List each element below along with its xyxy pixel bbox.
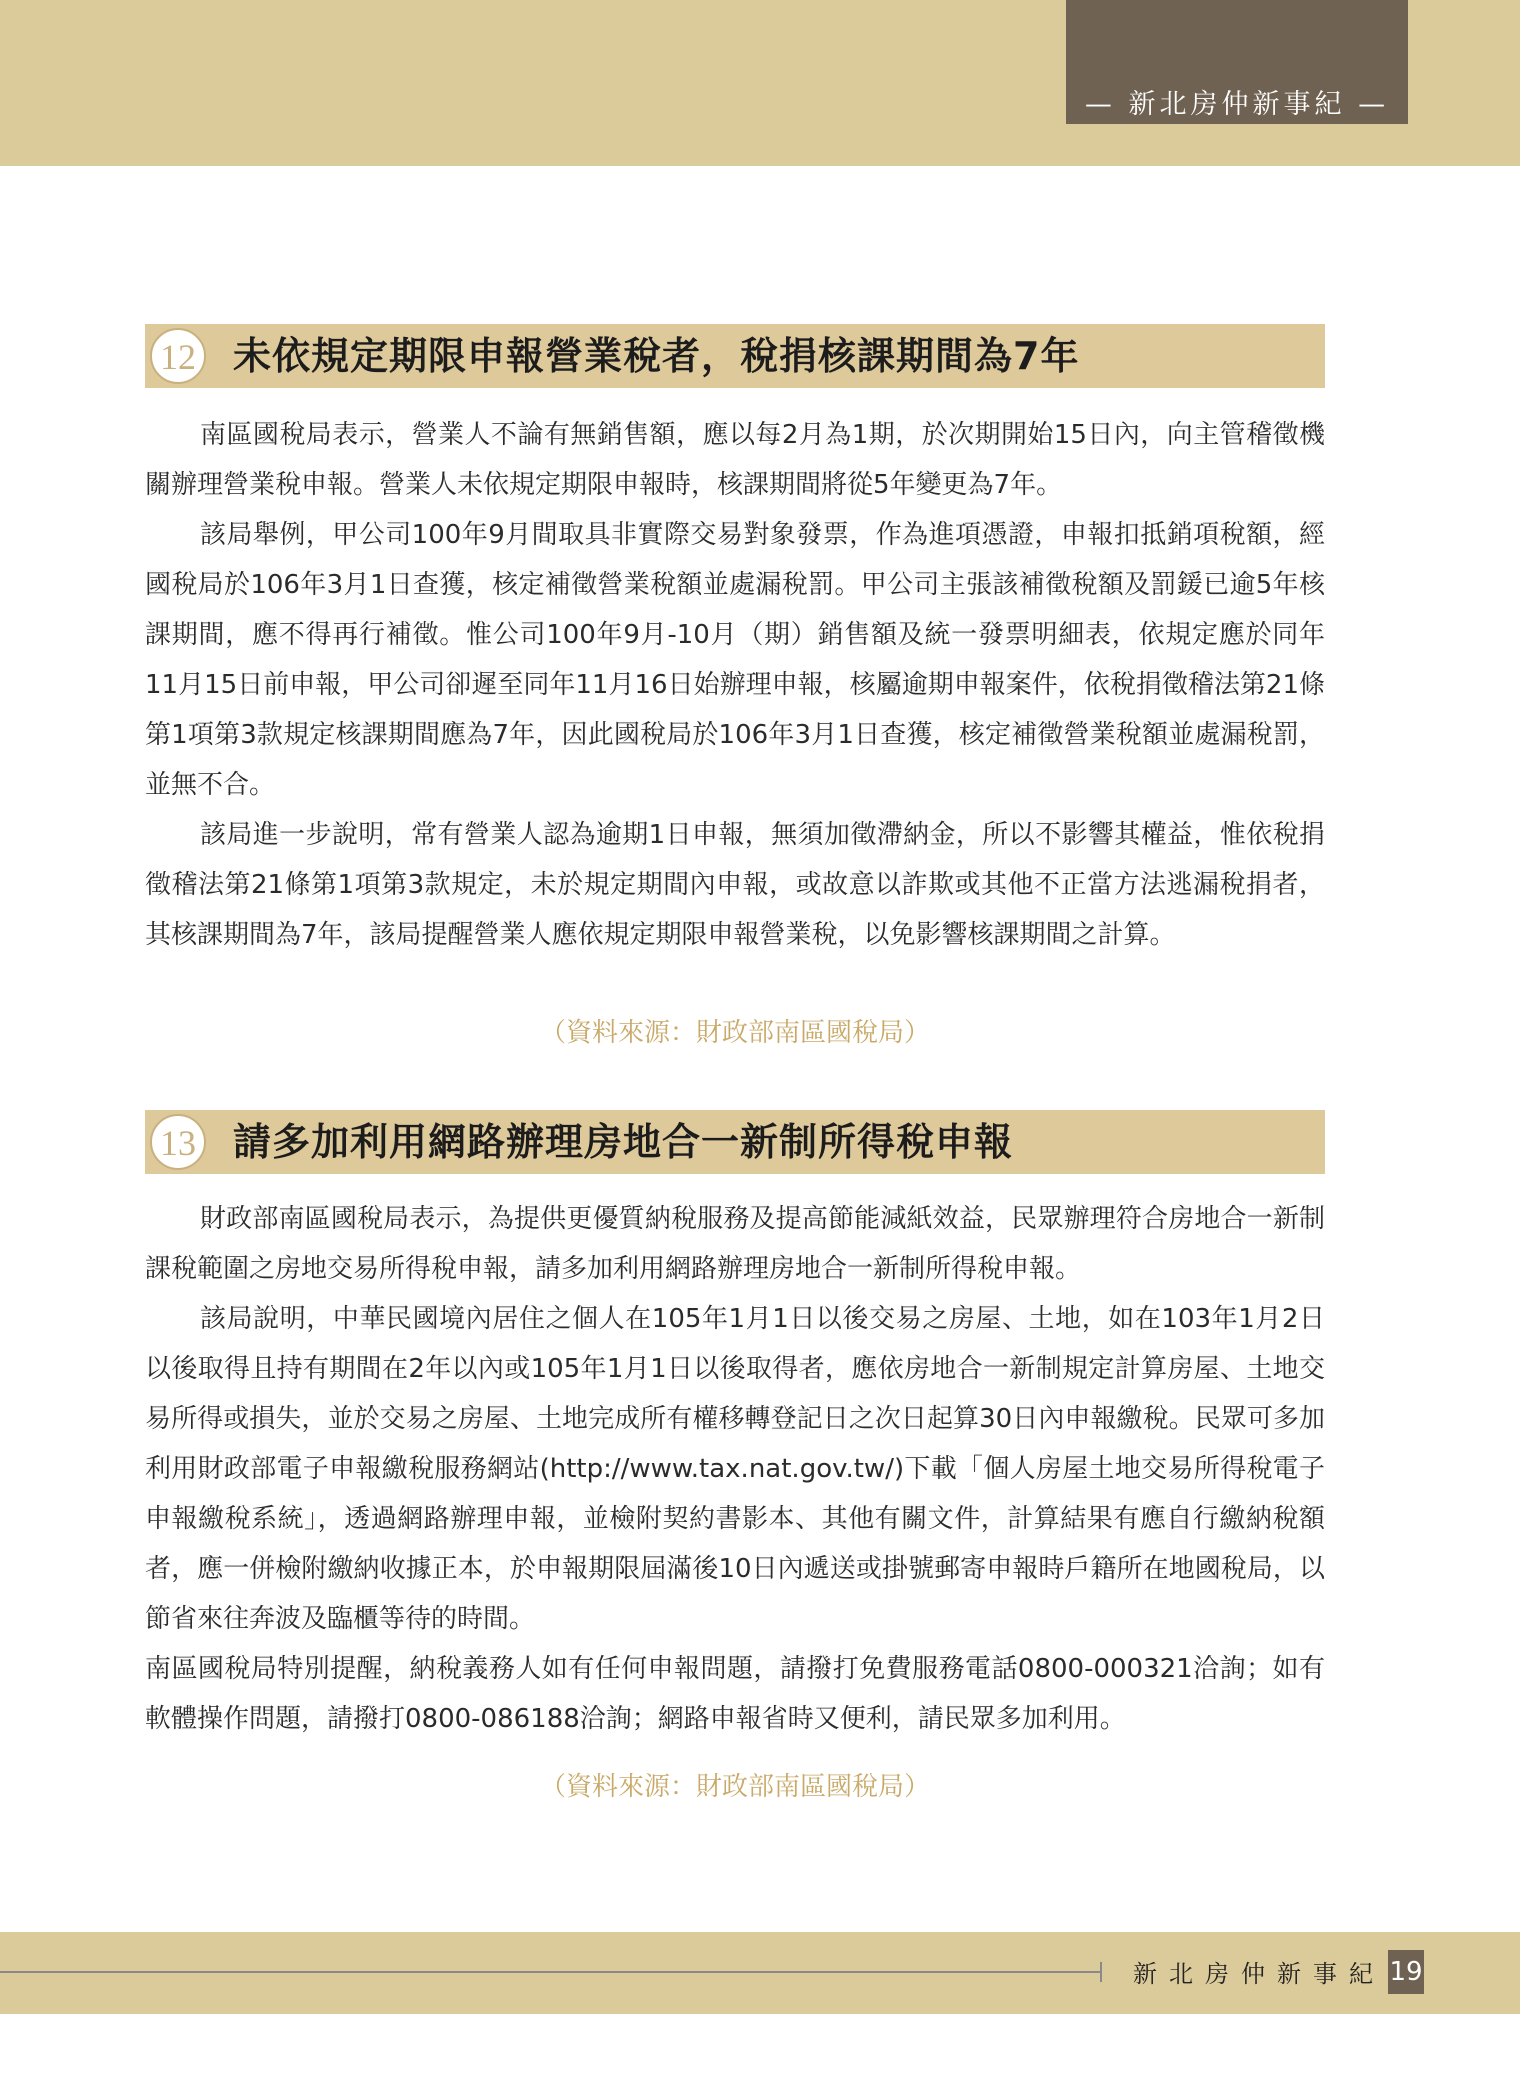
magazine-title: — 新北房仲新事紀 — (1084, 89, 1390, 120)
paragraph: 該局舉例，甲公司100年9月間取具非實際交易對象發票，作為進項憑證，申報扣抵銷項稅額，經國稅局於106年3月1日查獲，核定補徵營業稅額並處漏稅罰。甲公司主張該補徵稅額及罰鍰已逾5年核課期間，應不得再行補徵。惟公司100年9月-10月（期）銷售額及統一發票明細表，依規定應於同年11月15日前申報，甲公司卻遲至同年11月16日始辦理申報，核屬逾期申報案件，依稅捐徵稽法第21條第1項第3款規定核課期間應為7年，因此國稅局於106年3月1日查獲，核定補徵營業稅額並處漏稅罰，並無不合。 (145, 520, 1325, 800)
source-citation: （資料來源：財政部南區國稅局） (539, 1772, 930, 1802)
section-13-heading (145, 1110, 1325, 1174)
section-number-badge (145, 1110, 211, 1174)
section-title: 未依規定期限申報營業稅者，稅捐核課期間為7年 (233, 334, 1080, 378)
section-number-text: 12 (160, 337, 196, 377)
footer-rule (0, 1971, 1100, 1973)
section-number-text: 13 (160, 1123, 196, 1163)
paragraph: 財政部南區國稅局表示，為提供更優質納稅服務及提高節能減紙效益，民眾辦理符合房地合一新制課稅範圍之房地交易所得稅申報，請多加利用網路辦理房地合一新制所得稅申報。 (145, 1204, 1325, 1284)
paragraph: 該局說明，中華民國境內居住之個人在105年1月1日以後交易之房屋、土地，如在103年1月2日以後取得且持有期間在2年以內或105年1月1日以後取得者，應依房地合一新制規定計算房屋、土地交易所得或損失，並於交易之房屋、土地完成所有權移轉登記日之次日起算30日內申報繳稅。民眾可多加利用財政部電子申報繳稅服務網站(http://www.tax.nat.gov.tw/)下載「個人房屋土地交易所得稅電子申報繳稅系統」，透過網路辦理申報，並檢附契約書影本、其他有關文件，計算結果有應自行繳納稅額者，應一併檢附繳納收據正本，於申報期限屆滿後10日內遞送或掛號郵寄申報時戶籍所在地國稅局，以節省來往奔波及臨櫃等待的時間。 (145, 1304, 1325, 1634)
section-13-body (145, 1194, 1325, 1744)
section-title: 請多加利用網路辦理房地合一新制所得稅申報 (233, 1120, 1014, 1164)
section-12-body (145, 410, 1325, 960)
source-citation: （資料來源：財政部南區國稅局） (539, 1018, 930, 1048)
footer (0, 1932, 1520, 2014)
footer-rule-tick (1100, 1962, 1102, 1982)
paragraph: 南區國稅局特別提醒，納稅義務人如有任何申報問題，請撥打免費服務電話0800-000321洽詢；如有軟體操作問題，請撥打0800-086188洽詢；網路申報省時又便利，請民眾多加利用。 (145, 1654, 1325, 1734)
footer-magazine-title: 新北房仲新事紀 (1133, 1960, 1385, 1988)
section-number-badge (145, 324, 211, 388)
magazine-header-tab (1066, 0, 1408, 124)
page-number: 19 (1388, 1950, 1424, 1994)
paragraph: 該局進一步說明，常有營業人認為逾期1日申報，無須加徵滯納金，所以不影響其權益，惟依稅捐徵稽法第21條第1項第3款規定，未於規定期間內申報，或故意以詐欺或其他不正當方法逃漏稅捐者，其核課期間為7年，該局提醒營業人應依規定期限申報營業稅，以免影響核課期間之計算。 (145, 820, 1325, 950)
paragraph: 南區國稅局表示，營業人不論有無銷售額，應以每2月為1期，於次期開始15日內，向主管稽徵機關辦理營業稅申報。營業人未依規定期限申報時，核課期間將從5年變更為7年。 (145, 420, 1325, 500)
section-12-heading (145, 324, 1325, 388)
